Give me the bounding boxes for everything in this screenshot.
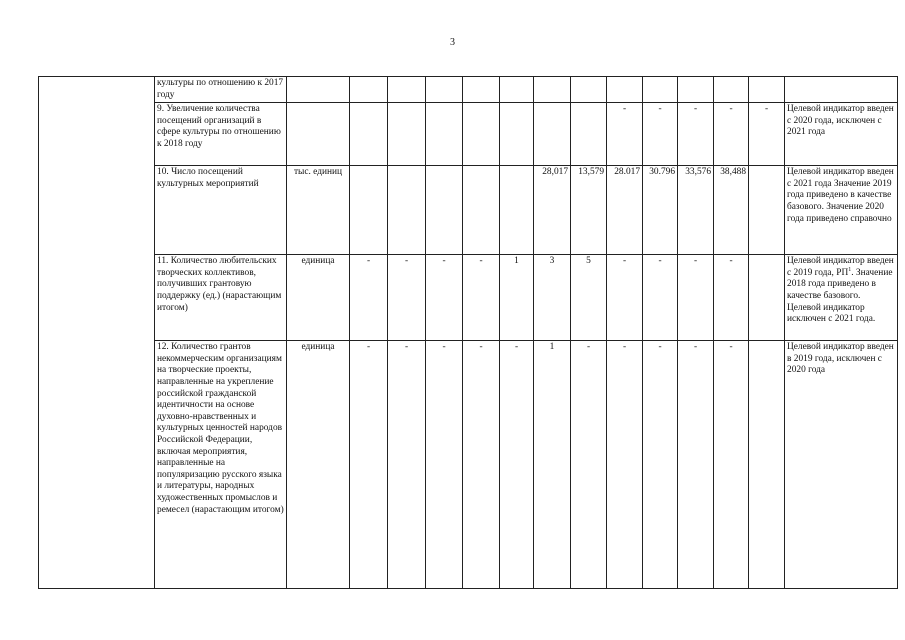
value-cell: -	[607, 255, 643, 341]
value-cell	[678, 77, 714, 103]
indicator-unit: единица	[287, 341, 350, 589]
table-row	[39, 255, 898, 341]
value-cell	[463, 166, 500, 255]
table-row	[39, 77, 898, 103]
value-cell	[749, 77, 785, 103]
page-number: 3	[450, 37, 455, 48]
table-row	[39, 103, 898, 166]
value-cell: -	[607, 103, 643, 166]
value-cell: 30.796	[643, 166, 678, 255]
value-cell: 13,579	[571, 166, 607, 255]
value-cell: 3	[534, 255, 571, 341]
indicator-note: Целевой индикатор введен с 2021 года Значение 2019 года приведено в качестве базового. Значение 2020 года приведено справочно	[785, 166, 898, 255]
indicator-note: Целевой индикатор введен в 2019 года, исключен с 2020 года	[785, 341, 898, 589]
value-cell	[426, 103, 463, 166]
indicator-unit: единица	[287, 255, 350, 341]
value-cell: -	[350, 255, 388, 341]
value-cell: 33,576	[678, 166, 714, 255]
table-row	[39, 166, 898, 255]
value-cell: 28.017	[607, 166, 643, 255]
value-cell: 38,488	[714, 166, 749, 255]
indicator-note	[785, 255, 898, 341]
indicator-unit: тыс. единиц	[287, 166, 350, 255]
value-cell	[388, 77, 426, 103]
value-cell	[350, 166, 388, 255]
indicator-unit	[287, 77, 350, 103]
value-cell: -	[607, 341, 643, 589]
value-cell	[571, 103, 607, 166]
value-cell	[749, 341, 785, 589]
value-cell: -	[714, 255, 749, 341]
value-cell	[534, 103, 571, 166]
value-cell	[463, 77, 500, 103]
value-cell: -	[749, 103, 785, 166]
value-cell: -	[350, 341, 388, 589]
indicator-name: 12. Количество грантов некоммерческим организациям на творческие проекты, направленные на укрепление российской гражданской идентичности на основе духовно-нравственных и культурных ценностей народов Российской Федерации, включая мероприятия, направленные на популяризацию русского языка и литературы, народных художественных промыслов и ремесел (нарастающим итогом)	[155, 341, 287, 589]
indicators-table	[38, 76, 898, 589]
value-cell: -	[463, 255, 500, 341]
program-cell	[39, 77, 155, 589]
value-cell: -	[463, 341, 500, 589]
indicator-name: 10. Число посещений культурных мероприятий	[155, 166, 287, 255]
footnote-marker: 1	[848, 266, 852, 273]
value-cell: -	[426, 341, 463, 589]
value-cell: -	[643, 341, 678, 589]
value-cell	[714, 77, 749, 103]
indicator-name: 11. Количество любительских творческих коллективов, получивших грантовую поддержку (ед.) (нарастающим итогом)	[155, 255, 287, 341]
table-row	[39, 341, 898, 589]
value-cell	[388, 103, 426, 166]
value-cell	[749, 255, 785, 341]
value-cell	[500, 166, 534, 255]
value-cell: 1	[500, 255, 534, 341]
value-cell: -	[388, 341, 426, 589]
value-cell: -	[643, 103, 678, 166]
value-cell	[500, 77, 534, 103]
value-cell: -	[714, 103, 749, 166]
value-cell	[607, 77, 643, 103]
value-cell: 28,017	[534, 166, 571, 255]
value-cell	[534, 77, 571, 103]
value-cell	[426, 77, 463, 103]
value-cell: 1	[534, 341, 571, 589]
value-cell	[643, 77, 678, 103]
value-cell: -	[571, 341, 607, 589]
note-text: Целевой индикатор введен с 2019 года, РП	[787, 256, 894, 278]
value-cell	[426, 166, 463, 255]
indicator-name: культуры по отношению к 2017 году	[155, 77, 287, 103]
value-cell: -	[714, 341, 749, 589]
value-cell	[571, 77, 607, 103]
value-cell: -	[678, 341, 714, 589]
indicator-note	[785, 77, 898, 103]
value-cell	[350, 103, 388, 166]
value-cell	[463, 103, 500, 166]
note-text: . Значение 2018 года приведено в качестве базового. Целевой индикатор исключен с 2021 года.	[787, 267, 893, 325]
value-cell	[350, 77, 388, 103]
value-cell	[749, 166, 785, 255]
value-cell	[500, 103, 534, 166]
value-cell: -	[426, 255, 463, 341]
value-cell: -	[500, 341, 534, 589]
value-cell: 5	[571, 255, 607, 341]
value-cell: -	[678, 255, 714, 341]
value-cell: -	[678, 103, 714, 166]
value-cell: -	[388, 255, 426, 341]
indicator-note: Целевой индикатор введен с 2020 года, исключен с 2021 года	[785, 103, 898, 166]
indicator-unit	[287, 103, 350, 166]
value-cell	[388, 166, 426, 255]
value-cell: -	[643, 255, 678, 341]
indicator-name: 9. Увеличение количества посещений организаций в сфере культуры по отношению к 2018 году	[155, 103, 287, 166]
